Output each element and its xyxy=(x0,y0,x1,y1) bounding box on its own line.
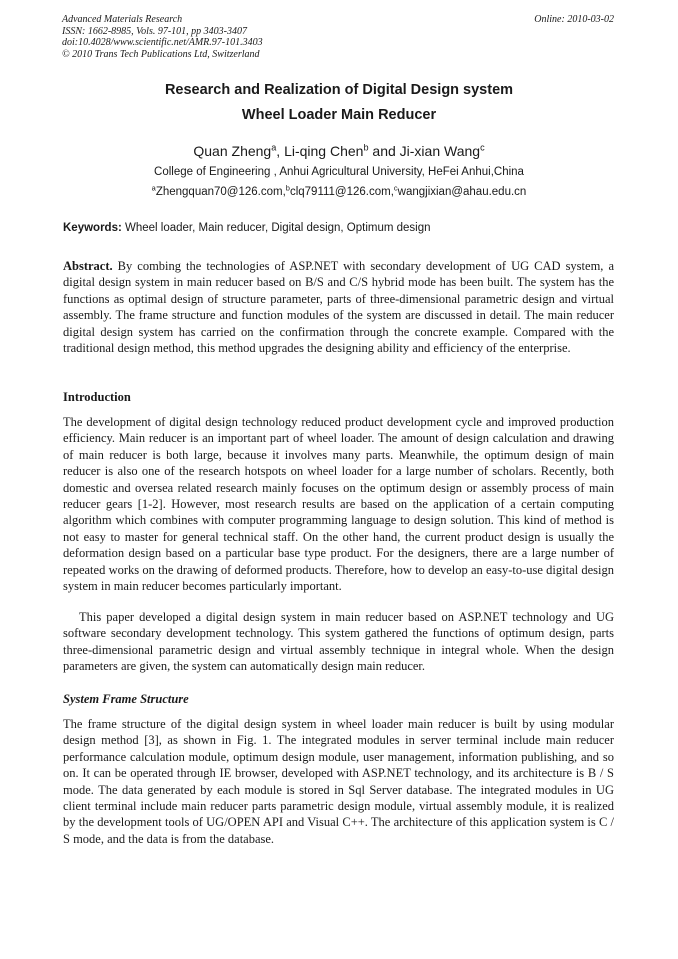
author-mark: a xyxy=(271,142,277,153)
section-heading-system-frame: System Frame Structure xyxy=(63,692,189,706)
introduction-paragraph-2: This paper developed a digital design system in main reducer based on ASP.NET technology and UG software secondary development technology. This system gathered the functions of optimum design, parts three-dimensional parametric design and virtual assembly technique in integral whole. When the design parameters are given, the system can automatically design main reducer. xyxy=(63,610,614,674)
copyright-line: © 2010 Trans Tech Publications Ltd, Switzerland xyxy=(62,48,260,60)
email-link[interactable]: Zhengquan70@126.com, xyxy=(155,186,286,198)
journal-header xyxy=(62,14,422,60)
section-heading-introduction: Introduction xyxy=(63,390,131,404)
abstract-label: Abstract. xyxy=(63,259,113,273)
affiliation: College of Engineering , Anhui Agricultural University, HeFei Anhui,China xyxy=(154,166,524,178)
introduction-paragraph-1: The development of digital design technology reduced product development cycle and improved production efficiency. Main reducer is an important part of wheel loader. The amount of design calculation and drawing of main reducer is both large, because it involves many parts. Meanwhile, the optimum design of main reducer is also one of the research hotspots on wheel loader for a large number of scholars. Recently, both domestic and oversea related research mainly focuses on the optimum design or assembly process of main reducer gears [1-2]. However, most research results are based on the application of a certain computing algorithm which combines with computer programming language to design solution. This kind of method is not easy to master for general technical staff. On the other hand, the current product design is usually the deformation design based on a particular base type product. For the designers, there are a large number of repeated works on the drawing of deformed products. Therefore, how to develop an easy-to-use digital design system in main reducer becomes particularly important. xyxy=(63,415,614,594)
author-mark: b xyxy=(363,142,369,153)
author-name: Quan Zheng xyxy=(193,143,272,159)
doi-line[interactable]: doi:10.4028/www.scientific.net/AMR.97-101.3403 xyxy=(62,37,263,48)
journal-name: Advanced Materials Research xyxy=(62,14,183,25)
author-list xyxy=(0,143,678,159)
author-emails xyxy=(0,183,678,198)
author-mark: c xyxy=(480,142,485,153)
issn-line: ISSN: 1662-8985, Vols. 97-101, pp 3403-3407 xyxy=(62,25,247,37)
online-date: Online: 2010-03-02 xyxy=(534,14,614,25)
email-link[interactable]: clq79111@126.com, xyxy=(289,186,394,198)
author-name: Ji-xian Wang xyxy=(399,143,481,159)
author-name: Li-qing Chen xyxy=(284,143,364,159)
system-frame-paragraph: The frame structure of the digital design system in wheel loader main reducer is built by using modular design method [3], as shown in Fig. 1. The integrated modules in server terminal include main reducer performance calculation module, optimum design module, user management, information publishing, and so on. It can be operated through IE browser, developed with ASP.NET technology, and its architecture is B / S mode. The data generated by each module is stored in Sql Server database. The integrated modules in UG client terminal include main reducer parts parametric design module, virtual assembly module, it is realized by the development tools of UG/OPEN API and Visual C++. The architecture of this application system is C / S mode, and the data is from the database. xyxy=(63,717,614,846)
email-link[interactable]: wangjixian@ahau.edu.cn xyxy=(397,186,527,198)
abstract-text: By combing the technologies of ASP.NET with secondary development of UG CAD system, a digital design system in main reducer based on B/S and C/S hybrid mode has been built. The system has the functions as optimal design of structure parameter, parts of three-dimensional parametric design and virtual assembly. The frame structure and function modules of the system are discussed in detail. The main reducer digital design system has carried on the confirmation through the concrete example. Compared with the traditional design method, this method upgrades the designing ability and efficiency of the enterprise. xyxy=(63,259,614,356)
keywords-text: Wheel loader, Main reducer, Digital design, Optimum design xyxy=(121,222,431,234)
email-mark: a xyxy=(151,183,156,193)
paper-title-line-2: Wheel Loader Main Reducer xyxy=(241,107,437,123)
author-separator: and xyxy=(368,143,400,159)
email-mark: c xyxy=(393,183,398,193)
keywords xyxy=(63,222,615,234)
email-mark: b xyxy=(285,183,290,193)
paper-title-line-1: Research and Realization of Digital Design system xyxy=(164,82,514,98)
keywords-label: Keywords: xyxy=(63,222,122,234)
author-separator: , xyxy=(276,143,285,159)
abstract xyxy=(63,258,614,356)
